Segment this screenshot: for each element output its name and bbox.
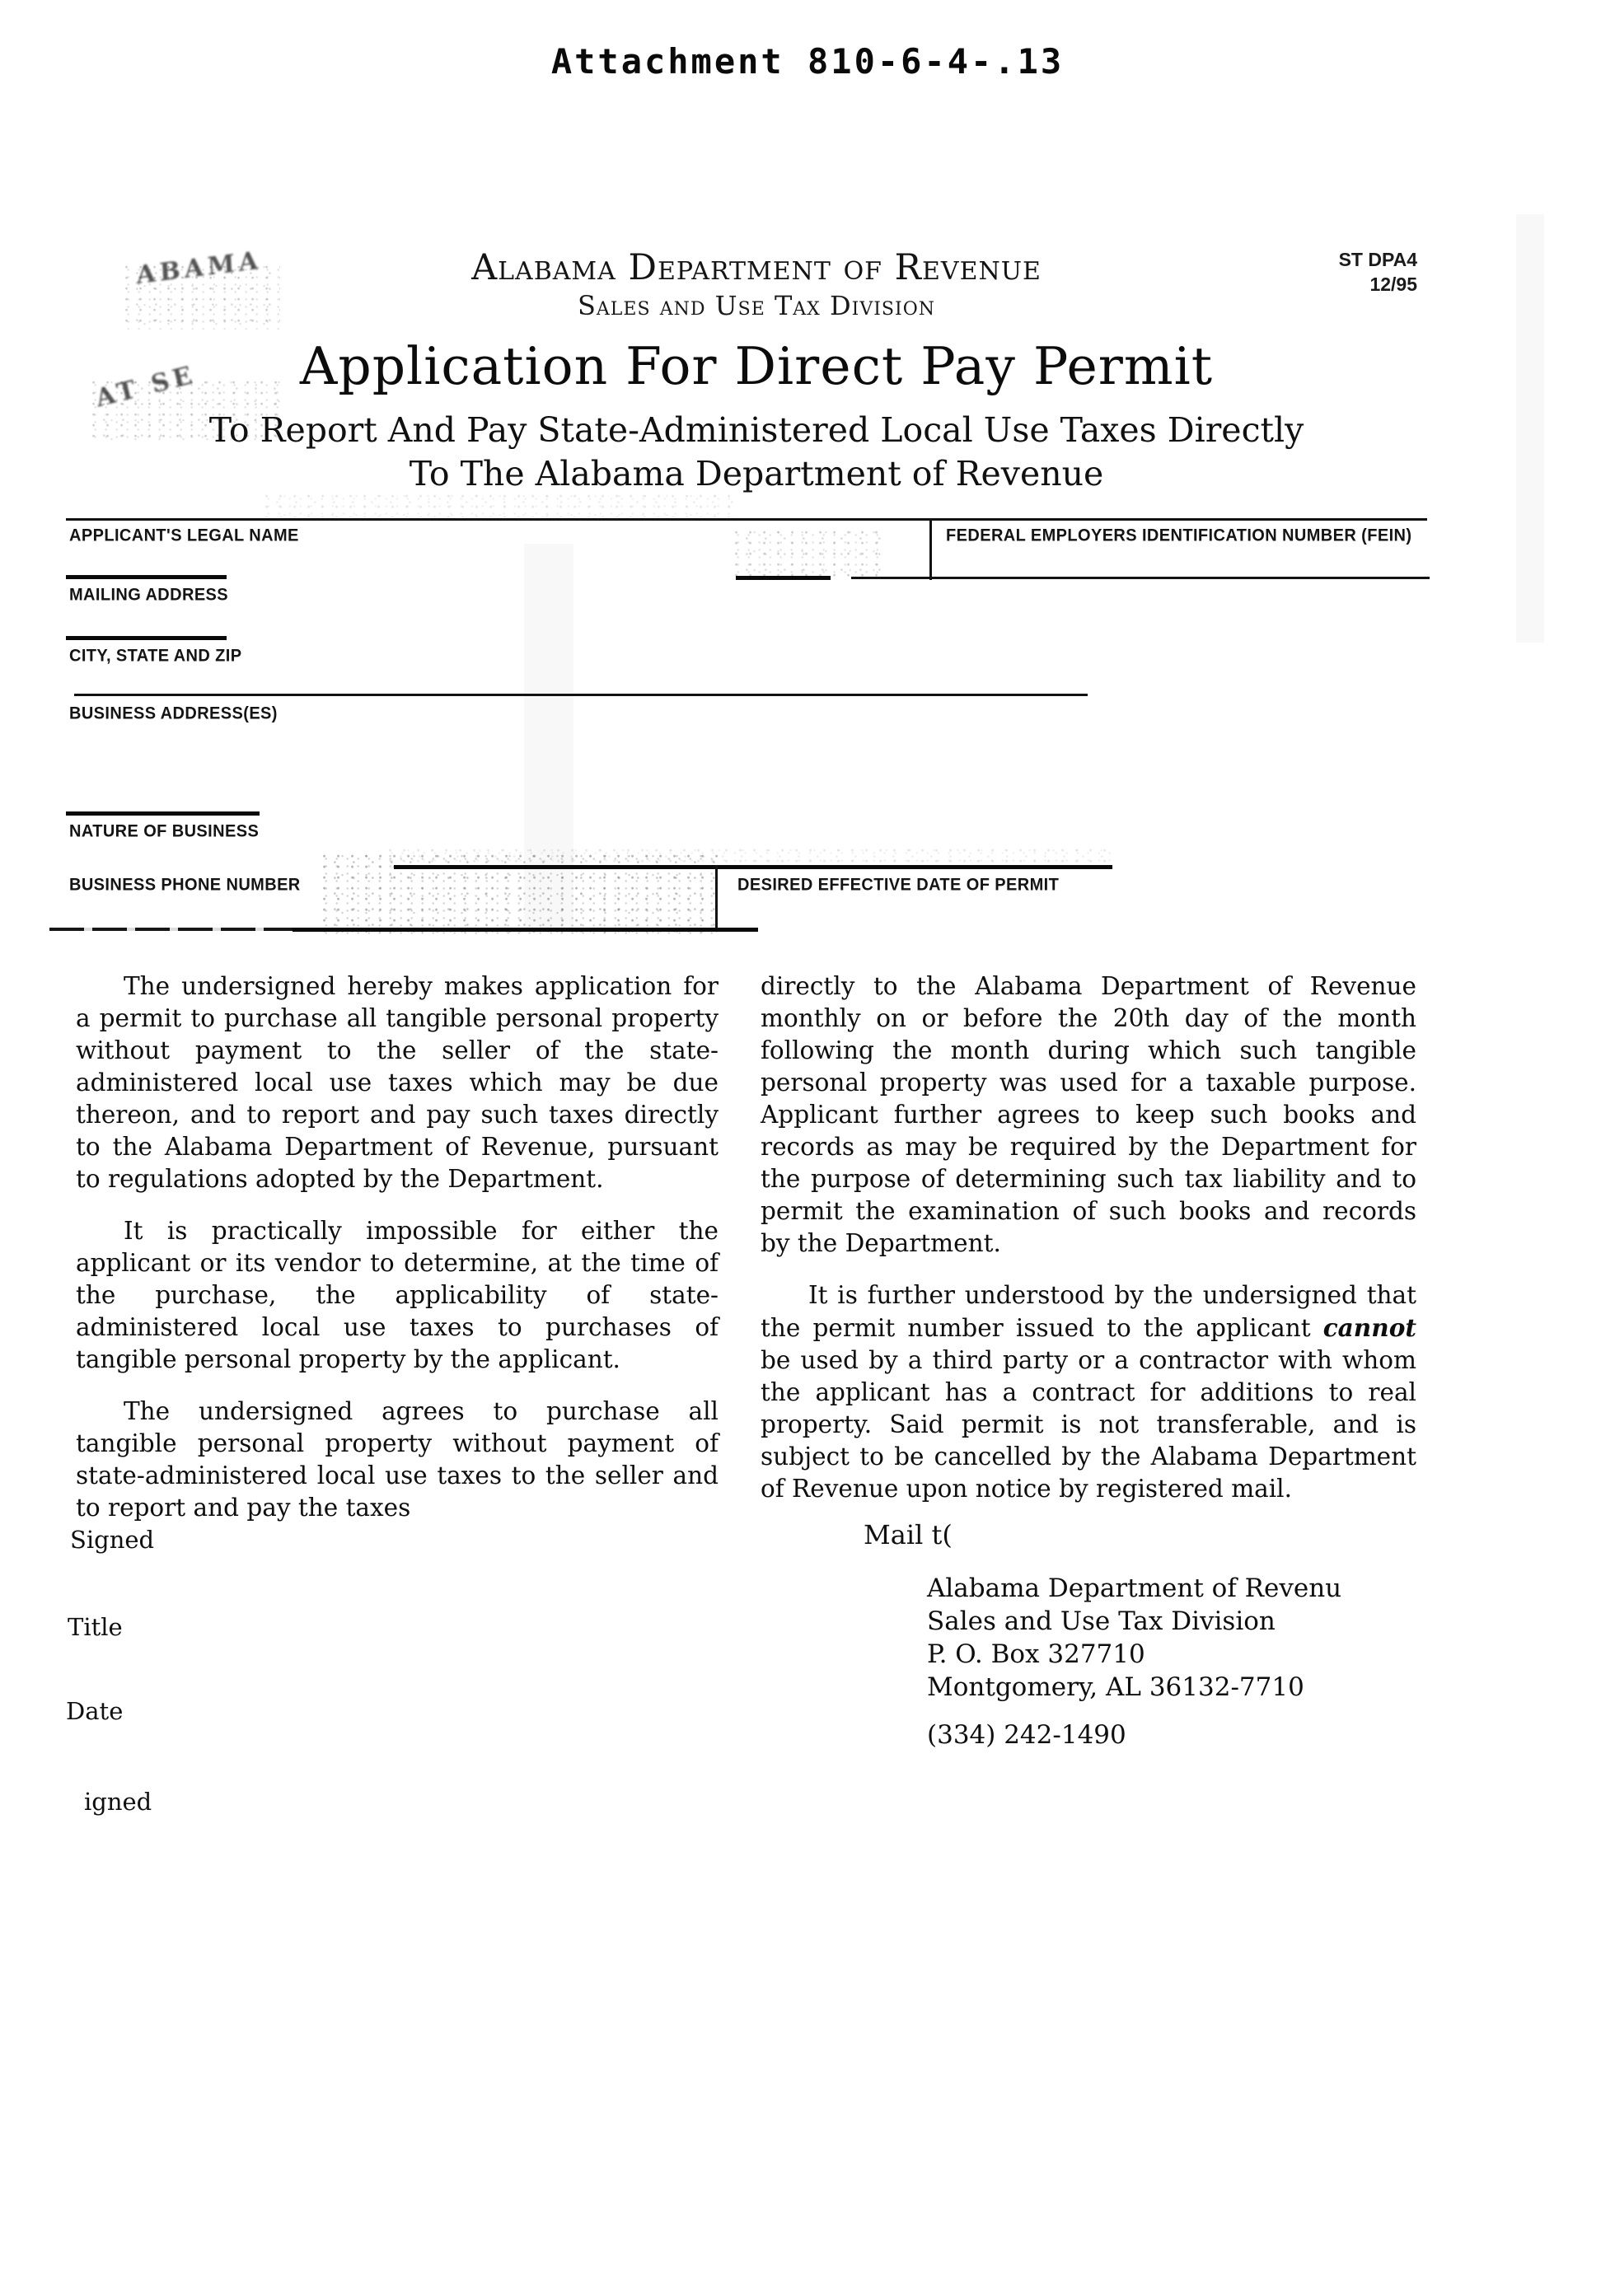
mail-to-line-city: Montgomery, AL 36132-7710 <box>927 1672 1304 1702</box>
paragraph-impossible: It is practically impossible for either the applicant or its vendor to determine, at the time of the purchase, the applicability of state-administered local use taxes to purchases of tangible personal property by the applicant. <box>76 1217 719 1373</box>
form-code: ST DPA4 <box>1338 249 1417 270</box>
label-business-phone: BUSINESS PHONE NUMBER <box>69 875 301 895</box>
fein-bottom-rule-right <box>851 577 1430 579</box>
paragraph-further-after: be used by a third party or a contractor with whom the applicant has a contract for additions to real property. Said permit is not transferable, and is subject to be cancelled by the Alabama Department of Revenue upon notice by registered mail. <box>761 1346 1416 1503</box>
label-title: Title <box>68 1613 123 1641</box>
rule-top <box>66 518 1427 521</box>
label-city-state-zip: CITY, STATE AND ZIP <box>69 646 242 666</box>
rule-nature-of-business <box>66 811 260 816</box>
scan-smudge-strip <box>264 493 733 517</box>
label-mail-to: Mail t( <box>864 1519 953 1550</box>
paragraph-further-before: It is further understood by the undersigned that the permit number issued to the applicant <box>761 1281 1416 1342</box>
agency-name: Alabama Department of Revenue <box>471 247 1042 288</box>
paragraph-further-emphasis: cannot <box>1322 1313 1416 1342</box>
rule-business-address <box>74 694 1088 696</box>
label-fein: FEDERAL EMPLOYERS IDENTIFICATION NUMBER (FEIN) <box>946 526 1412 545</box>
mail-to-line-division: Sales and Use Tax Division <box>927 1606 1276 1636</box>
mail-to-address-block <box>927 1572 1341 1751</box>
label-business-address: BUSINESS ADDRESS(ES) <box>69 704 278 723</box>
rule-phone-bottom <box>293 928 758 932</box>
phone-box-divider <box>715 865 718 931</box>
paragraph-directly: directly to the Alabama Department of Revenue monthly on or before the 20th day of the month following the month during which such tangible personal property was used for a taxable purpose. Applicant further agrees to keep such books and records as may be required by the Department for the purpose of determining such tax liability and to permit the examination of such books and records by the Department. <box>761 972 1416 1257</box>
rule-city-state-zip <box>66 636 227 640</box>
label-nature-of-business: NATURE OF BUSINESS <box>69 821 260 841</box>
state-seal-smudge-bottom: AT SE <box>92 360 199 414</box>
label-desired-effective-date: DESIRED EFFECTIVE DATE OF PERMIT <box>737 875 1060 895</box>
label-mailing-address: MAILING ADDRESS <box>69 585 229 605</box>
paragraph-further-understood <box>761 1279 1416 1505</box>
label-signed-fragment: igned <box>84 1788 152 1816</box>
label-signed: Signed <box>70 1526 155 1554</box>
paragraph-application: The undersigned hereby makes application for a permit to purchase all tangible personal property without payment to the seller of the state-administered local use taxes which may be due thereon, and to report and pay such taxes directly to the Alabama Department of Revenue, pursuant to regulations adopted by the Department. <box>76 972 719 1193</box>
paragraph-agrees: The undersigned agrees to purchase all tangible personal property without payment of state-administered local use taxes to the seller and to report and pay the taxes <box>76 1397 719 1522</box>
form-revision: 12/95 <box>1369 274 1417 295</box>
fein-noise-patch <box>733 529 886 578</box>
form-subtitle-line1: To Report And Pay State-Administered Local Use Taxes Directly <box>208 410 1304 450</box>
mail-to-line-agency: Alabama Department of Revenu <box>927 1574 1342 1603</box>
mail-to-phone: (334) 242-1490 <box>927 1720 1126 1750</box>
fein-box-divider <box>929 518 932 580</box>
rule-phone-bottom-dashed <box>49 928 297 931</box>
form-title: Application For Direct Pay Permit <box>299 336 1214 396</box>
division-name: Sales and Use Tax Division <box>578 290 935 321</box>
form-code-block <box>1236 247 1417 297</box>
label-date: Date <box>66 1697 124 1725</box>
mail-to-line-pobox: P. O. Box 327710 <box>927 1639 1145 1669</box>
label-applicant-legal-name: APPLICANT'S LEGAL NAME <box>69 526 299 545</box>
body-left-column <box>76 970 719 1544</box>
scan-streak-2 <box>1516 214 1544 643</box>
rule-mailing-address <box>66 575 227 579</box>
state-seal-smudge-top: ABAMA <box>135 245 263 291</box>
fein-bottom-rule-left <box>736 576 831 580</box>
form-subtitle-line2: To The Alabama Department of Revenue <box>409 454 1104 493</box>
body-right-column <box>761 970 1416 1525</box>
rule-effective-date-top <box>394 865 1112 869</box>
attachment-heading: Attachment 810-6-4-.13 <box>550 41 1065 82</box>
